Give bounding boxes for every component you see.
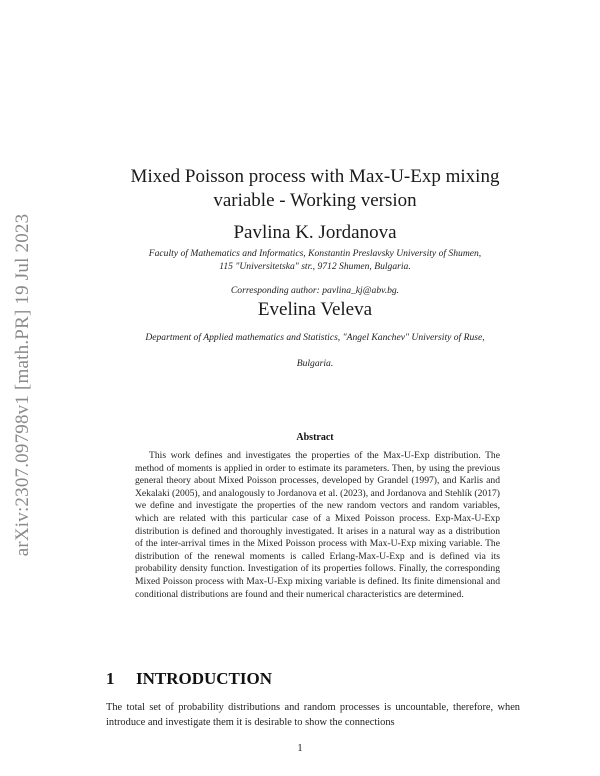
author-name-1: Pavlina K. Jordanova [233, 222, 397, 243]
affiliation-1-line-1: Faculty of Mathematics and Informatics, Konstantin Preslavsky University of Shumen, [148, 248, 482, 259]
affiliation-1-line-2: 115 "Universitetska" str., 9712 Shumen, Bulgaria. [219, 261, 411, 272]
affiliation-2-line-2: Bulgaria. [296, 358, 334, 369]
title-line-1: Mixed Poisson process with Max-U-Exp mixing [130, 166, 500, 187]
page-number: 1 [297, 742, 303, 754]
abstract-body [135, 450, 500, 601]
paper-title [100, 165, 530, 213]
introduction-text: The total set of probability distributions and random processes is uncountable, therefore, when introduce and investigate them it is desirable to show the connections [106, 702, 520, 728]
corresponding-author: Corresponding author: pavlina_kj@abv.bg. [230, 285, 400, 296]
author-affiliation-1 [100, 247, 530, 273]
abstract-heading: Abstract [296, 432, 334, 443]
arxiv-sidebar [8, 205, 38, 565]
section-title: INTRODUCTION [136, 669, 273, 688]
introduction-body [106, 700, 520, 730]
section-number: 1 [106, 669, 115, 688]
title-line-2: variable - Working version [213, 190, 417, 211]
abstract-text: This work defines and investigates the properties of the Max-U-Exp distribution. The method of moments is applied in order to estimate its parameters. Then, by using the previous general theory about Mixed Poisson processes, developed by Grandel (1997), and Karlis and Xekalaki (2005), and analogously to Jordanova et al. (2023), and Jordanova and Stehlík (2017) we define and investigate the properties of the new random vectors and random variables, which are related with this particular case of a Mixed Poisson process. Exp-Max-U-Exp distribution is defined and thoroughly investigated. It arises in a natural way as a distribution of the inter-arrival times in the Mixed Poisson process with Max-U-Exp mixing variable. The distribution of the renewal moments is called Erlang-Max-U-Exp and is defined via its probability density function. Investigation of its properties follows. Finally, the corresponding Mixed Poisson process with Max-U-Exp mixing variable is defined. Its finite dimensional and conditional distributions are found and their numerical characteristics are determined. [135, 450, 501, 600]
arxiv-identifier: arXiv:2307.09798v1 [math.PR] 19 Jul 2023 [12, 213, 33, 557]
author-name-2: Evelina Veleva [257, 299, 373, 320]
affiliation-2-line-1: Department of Applied mathematics and Statistics, "Angel Kanchev" University of Ruse, [145, 332, 485, 343]
section-heading [106, 669, 272, 689]
